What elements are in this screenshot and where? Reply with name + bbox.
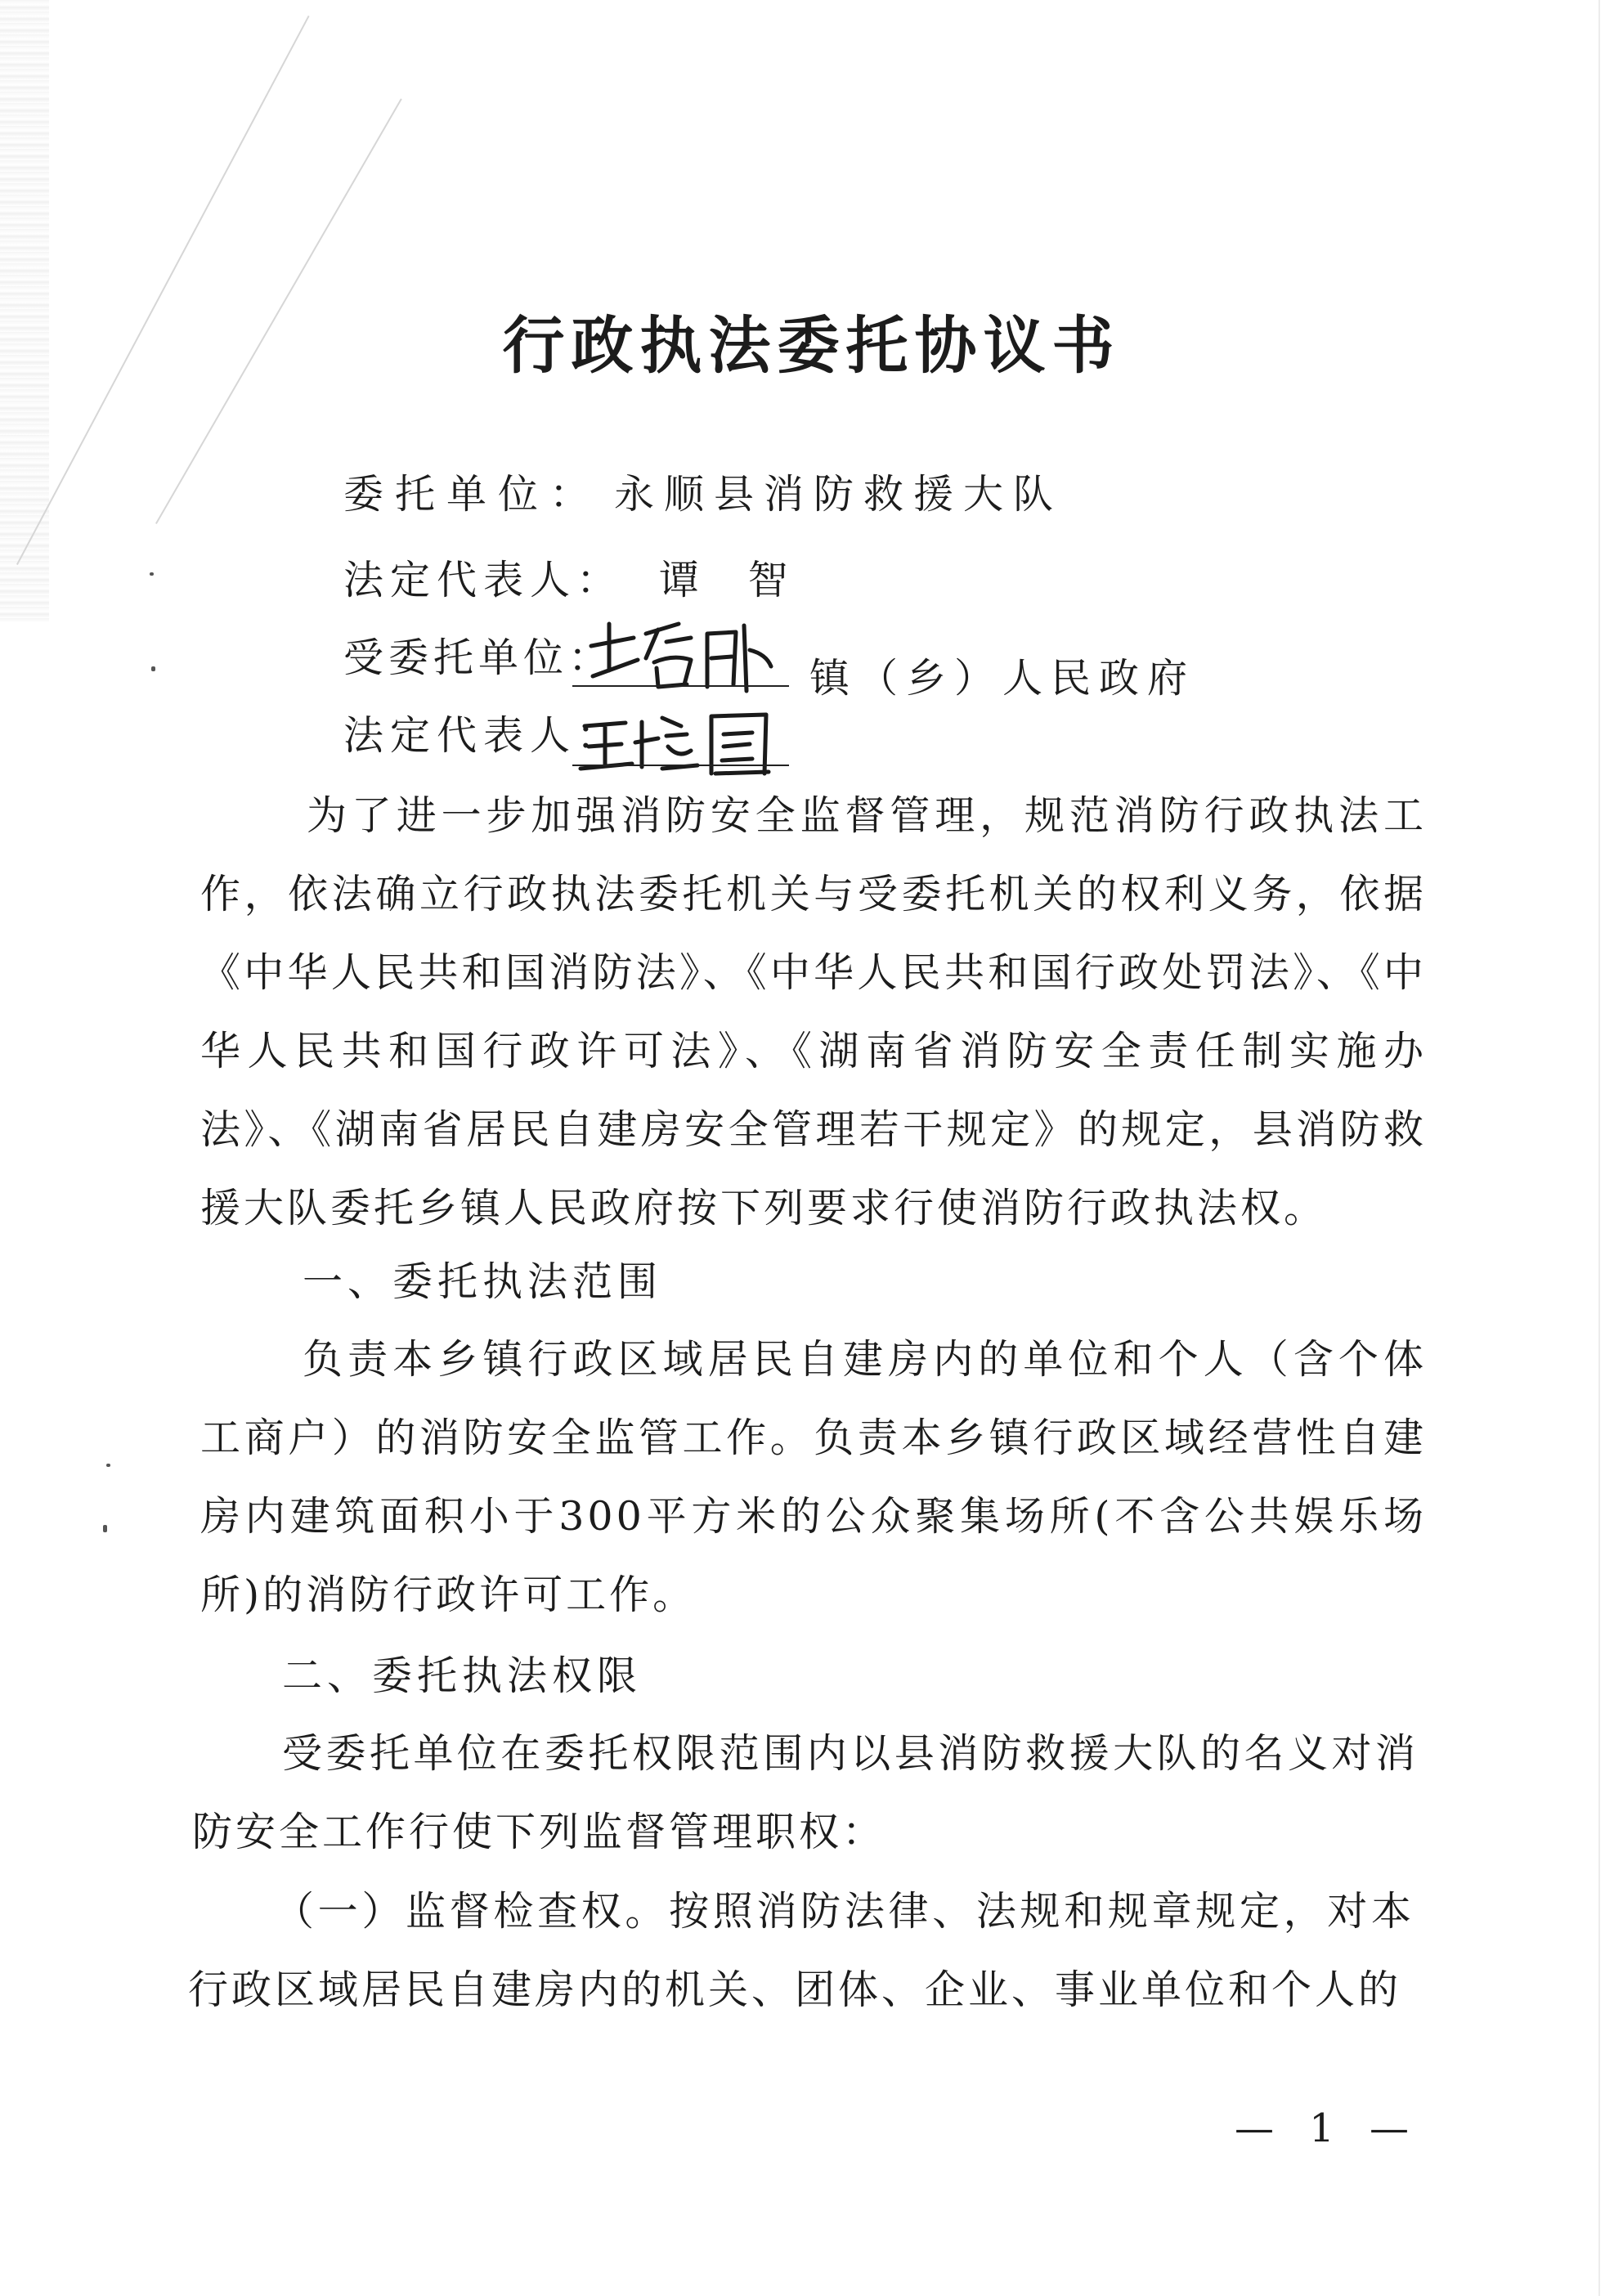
scan-speck	[151, 666, 155, 671]
entrusted-unit-suffix: 镇（乡）人民政府	[809, 655, 1196, 702]
entrusting-unit-row	[343, 471, 1064, 518]
scan-speck	[103, 1525, 107, 1532]
section1-body: 负责本乡镇行政区域居民自建房内的单位和个人（含个体工商户）的消防安全监管工作。负责本乡镇行政区域经营性自建房内建筑面积小于300平方米的公众聚集场所(不含公共娱乐场所)的消防行政许可工作。	[200, 1336, 1427, 1618]
page-number: — 1 —	[1235, 2105, 1421, 2151]
legal-rep-handwriting	[576, 702, 789, 783]
scan-speck	[150, 572, 154, 576]
intro-paragraph: 为了进一步加强消防安全监督管理，规范消防行政执法工作，依法确立行政执法委托机关与受委托机关的权利义务，依据《中华人民共和国消防法》、《中华人民共和国行政处罚法》、《中华人民共和国行政许可法》、《湖南省消防安全责任制实施办法》、《湖南省居民自建房安全管理若干规定》的规定，县消防救援大队委托乡镇人民政府按下列要求行使消防行政执法权。	[200, 792, 1427, 1231]
document-title: 行政执法委托协议书	[502, 309, 1121, 382]
fold-line	[16, 16, 310, 565]
entrusted-unit-label: 受委托单位：	[343, 635, 614, 681]
scan-edge-artifact	[0, 0, 49, 621]
entrusting-unit-label: 委托单位：	[343, 471, 602, 518]
legal-rep-label-1: 法定代表人：	[343, 557, 624, 603]
entrusted-unit-row	[343, 635, 614, 681]
legal-rep-row-1	[343, 557, 806, 603]
legal-rep-label-2: 法定代表人：	[343, 712, 624, 759]
fold-line	[155, 98, 402, 524]
entrusted-unit-underline	[572, 685, 789, 687]
section1-heading: 一、委托执法范围	[303, 1258, 663, 1305]
section2-item1: （一）监督检查权。按照消防法律、法规和规章规定，对本行政区域居民自建房内的机关、团体、企业、事业单位和个人的	[188, 1888, 1415, 2013]
entrusting-unit-value: 永顺县消防救援大队	[614, 471, 1064, 518]
section2-body: 受委托单位在委托权限范围内以县消防救援大队的名义对消防安全工作行使下列监督管理职权：	[192, 1730, 1419, 1855]
legal-rep-value-1: 谭 智	[659, 557, 806, 603]
legal-rep-underline	[572, 765, 789, 766]
section2-heading: 二、委托执法权限	[282, 1652, 643, 1699]
scan-speck	[106, 1464, 110, 1467]
